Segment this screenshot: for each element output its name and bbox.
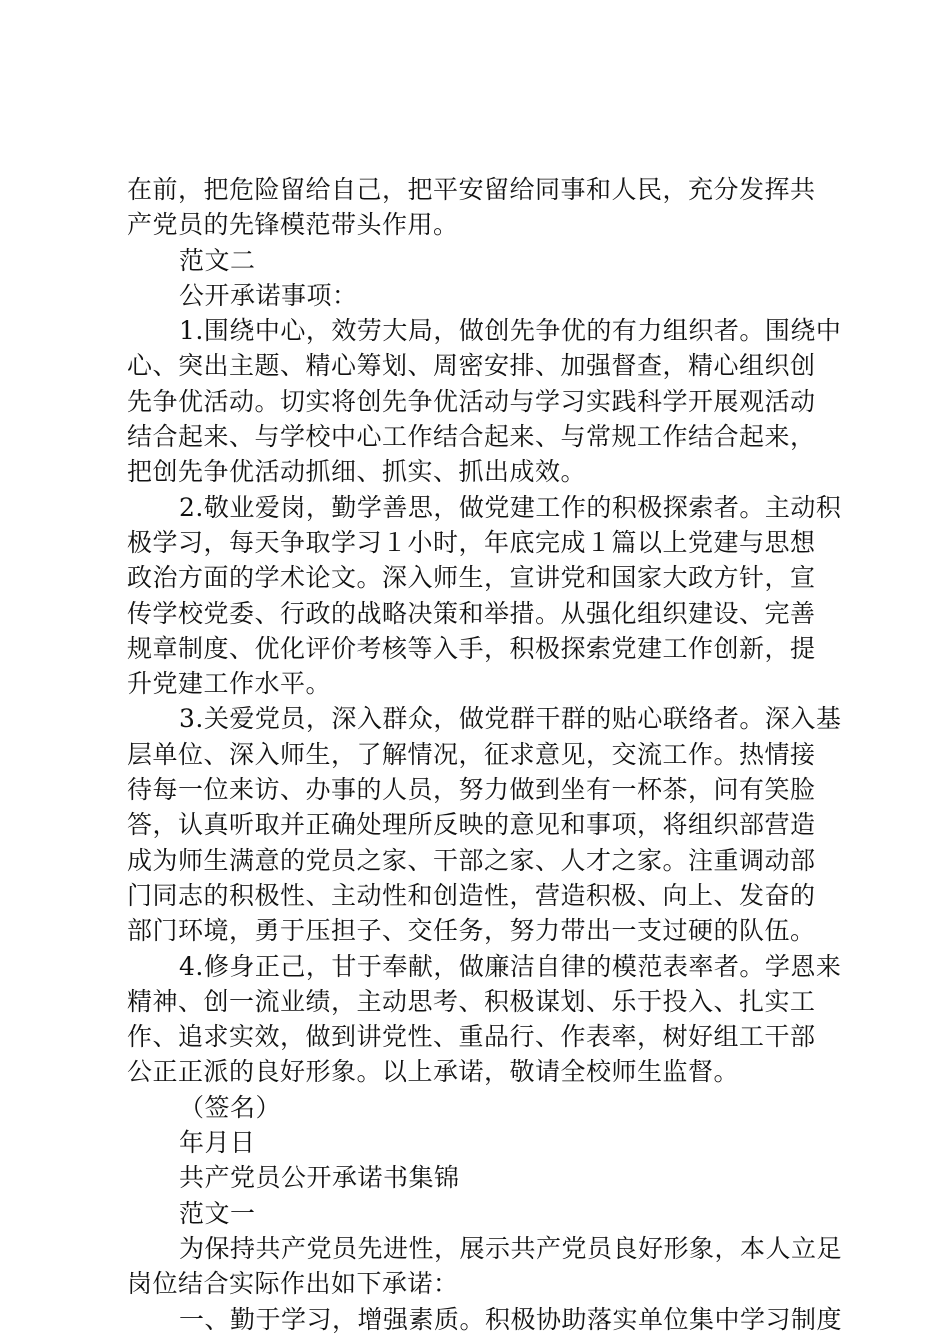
- text-line: 升党建工作水平。: [127, 669, 332, 699]
- text-line: 把创先争优活动抓细、抓实、抓出成效。: [127, 457, 587, 487]
- text-line: 公正正派的良好形象。以上承诺，敬请全校师生监督。: [127, 1057, 740, 1087]
- text-line: 在前，把危险留给自己，把平安留给同事和人民，充分发挥共: [127, 175, 816, 204]
- text-line: 先争优活动。切实将创先争优活动与学习实践科学开展观活动: [127, 386, 816, 416]
- section-heading: 范文一: [179, 1198, 256, 1228]
- text-line: 公开承诺事项：: [179, 280, 358, 310]
- text-line: 结合起来、与学校中心工作结合起来、与常规工作结合起来，: [127, 422, 816, 452]
- text-line: 产党员的先锋模范带头作用。: [127, 210, 459, 240]
- text-line: 部门环境，勇于压担子、交任务，努力带出一支过硬的队伍。: [127, 916, 816, 946]
- section-heading: 范文二: [179, 245, 256, 275]
- text-line: 1.围绕中心，效劳大局，做创先争优的有力组织者。围绕中: [179, 316, 842, 346]
- text-line: 4.修身正己，甘于奉献，做廉洁自律的模范表率者。学恩来: [179, 951, 842, 981]
- text-line: 成为师生满意的党员之家、干部之家、人才之家。注重调动部: [127, 845, 816, 875]
- text-line: 门同志的积极性、主动性和创造性，营造积极、向上、发奋的: [127, 880, 816, 910]
- text-line: 2.敬业爱岗，勤学善思，做党建工作的积极探索者。主动积: [179, 492, 842, 522]
- section-heading: 共产党员公开承诺书集锦: [179, 1163, 460, 1193]
- text-line: 答，认真听取并正确处理所反映的意见和事项，将组织部营造: [127, 810, 816, 840]
- text-line: 规章制度、优化评价考核等入手，积极探索党建工作创新，提: [127, 633, 816, 663]
- text-line: 政治方面的学术论文。深入师生，宣讲党和国家大政方针，宣: [127, 563, 816, 593]
- text-line: 层单位、深入师生，了解情况，征求意见，交流工作。热情接: [127, 739, 816, 769]
- text-line: 作、追求实效，做到讲党性、重品行、作表率，树好组工干部: [127, 1022, 816, 1052]
- signature-line: （签名）: [179, 1092, 282, 1122]
- text-line: 极学习，每天争取学习１小时，年底完成１篇以上党建与思想: [127, 527, 816, 557]
- text-line: 3.关爱党员，深入群众，做党群干群的贴心联络者。深入基: [179, 704, 842, 734]
- document-body: [127, 172, 843, 1337]
- text-line: 一、勤于学习，增强素质。积极协助落实单位集中学习制度: [179, 1304, 843, 1334]
- text-line: 传学校党委、行政的战略决策和举措。从强化组织建设、完善: [127, 598, 816, 628]
- date-line: 年月日: [179, 1128, 256, 1158]
- text-line: 精神、创一流业绩，主动思考、积极谋划、乐于投入、扎实工: [127, 986, 816, 1016]
- text-line: 岗位结合实际作出如下承诺：: [127, 1269, 459, 1299]
- text-line: 心、突出主题、精心筹划、周密安排、加强督查，精心组织创: [127, 351, 816, 381]
- text-line: 为保持共产党员先进性，展示共产党员良好形象，本人立足: [179, 1233, 843, 1263]
- text-line: 待每一位来访、办事的人员，努力做到坐有一杯茶，问有笑脸: [127, 775, 816, 805]
